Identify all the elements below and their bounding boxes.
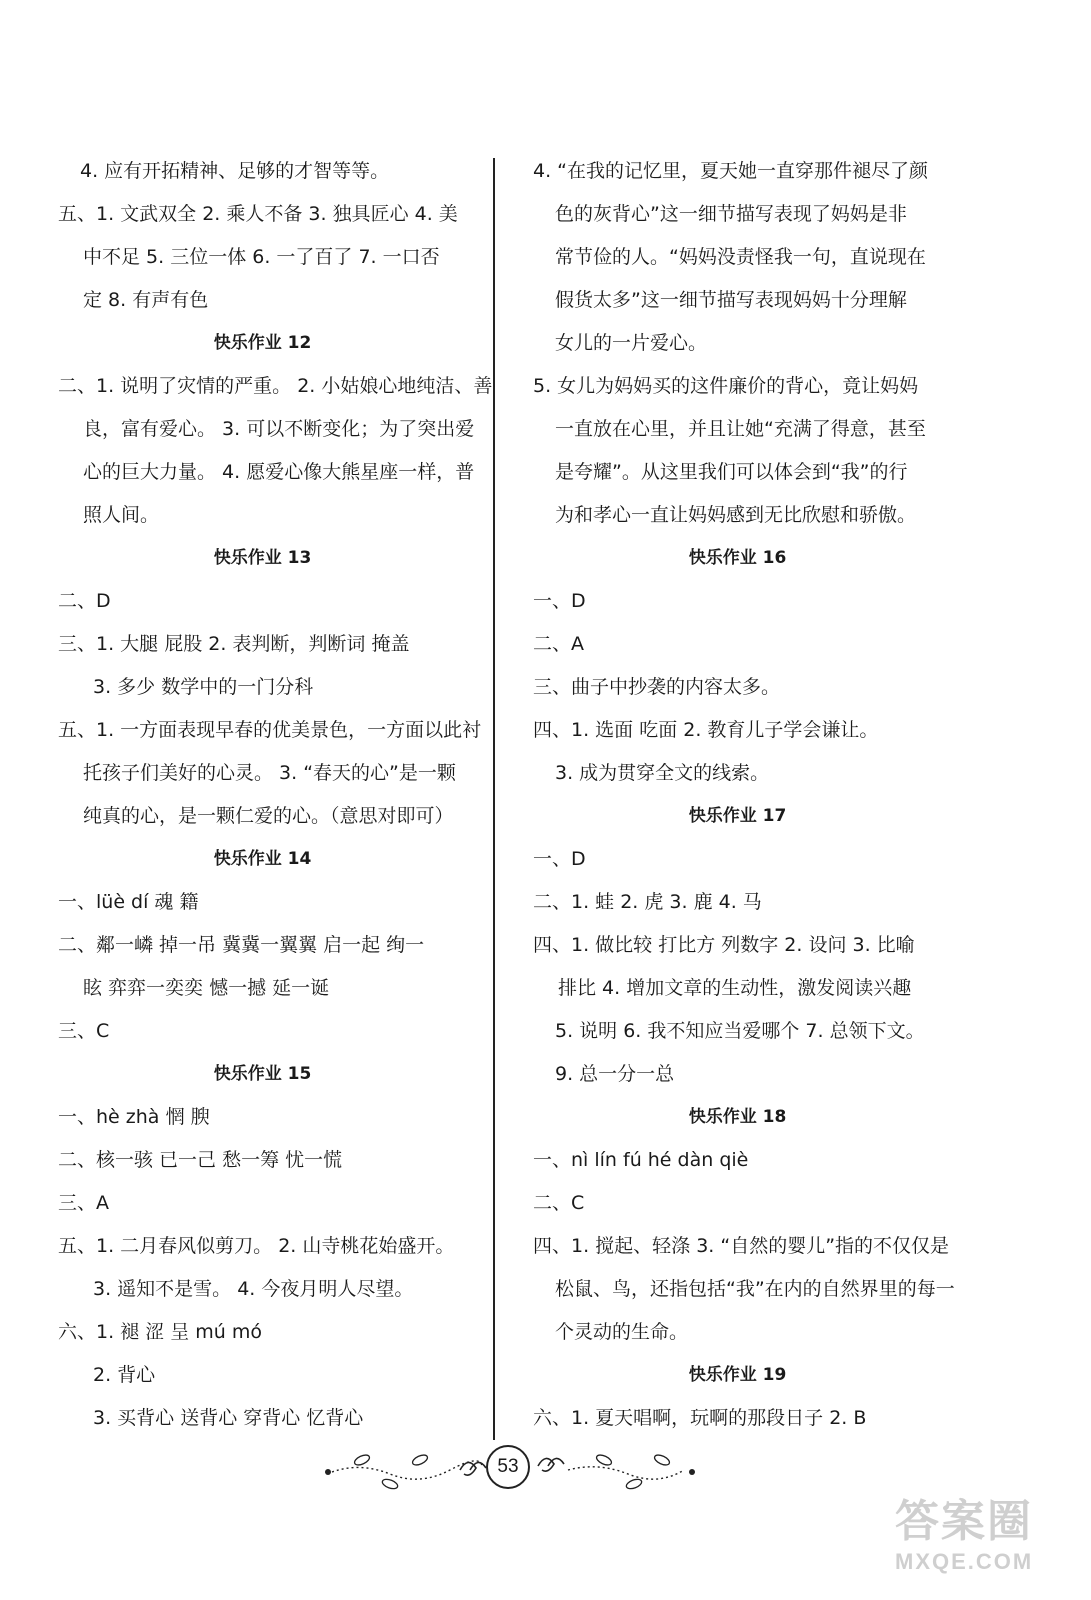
section-heading: 快乐作业 13 (213, 548, 312, 568)
answer-line: 三、曲子中抄袭的内容太多。 (533, 676, 781, 698)
answer-line: 三、C (58, 1020, 110, 1042)
answer-line: 四、1. 搅起、轻涤 3. “自然的婴儿”指的不仅仅是 (533, 1235, 950, 1257)
answer-line: 排比 4. 增加文章的生动性，激发阅读兴趣 (558, 977, 912, 999)
answer-line: 9. 总一分一总 (555, 1063, 675, 1085)
answer-line: 良，富有爱心。 3. 可以不断变化；为了突出爱 (83, 418, 475, 440)
answer-line: 三、A (58, 1192, 109, 1214)
answer-line: 一、lüè dí 魂 籍 (58, 891, 199, 913)
left-vine-ornament-icon (320, 1440, 490, 1500)
answer-line: 二、A (533, 633, 584, 655)
answer-line: 2. 背心 (93, 1364, 156, 1386)
answer-line: 为和孝心一直让妈妈感到无比欣慰和骄傲。 (555, 504, 917, 526)
answer-line: 二、核一骇 已一己 愁一筹 忧一慌 (58, 1149, 343, 1171)
answer-line: 五、1. 文武双全 2. 乘人不备 3. 独具匠心 4. 美 (58, 203, 458, 225)
answer-line: 一、D (533, 590, 586, 612)
answer-line: 五、1. 二月春风似剪刀。 2. 山寺桃花始盛开。 (58, 1235, 455, 1257)
answer-line: 4. “在我的记忆里，夏天她一直穿那件褪尽了颜 (533, 160, 929, 182)
answer-line: 二、鄰一嶙 掉一吊 冀冀一翼翼 启一起 绚一 (58, 934, 425, 956)
answer-line: 5. 女儿为妈妈买的这件廉价的背心，竟让妈妈 (533, 375, 919, 397)
right-column (515, 150, 960, 1440)
answer-line: 4. 应有开拓精神、足够的才智等等。 (80, 160, 390, 182)
answer-line: 二、D (58, 590, 111, 612)
answer-line: 一、hè zhà 惘 腴 (58, 1106, 210, 1128)
answer-line: 心的巨大力量。 4. 愿爱心像大熊星座一样，普 (83, 461, 475, 483)
answer-line: 一、D (533, 848, 586, 870)
left-column (40, 150, 493, 1440)
answer-line: 3. 遥知不是雪。 4. 今夜月明人尽望。 (93, 1278, 414, 1300)
answer-line: 个灵动的生命。 (555, 1321, 689, 1343)
answer-line: 照人间。 (83, 504, 160, 526)
answer-line: 中不足 5. 三位一体 6. 一了百了 7. 一口否 (83, 246, 440, 268)
answer-line: 5. 说明 6. 我不知应当爱哪个 7. 总领下文。 (555, 1020, 925, 1042)
answer-line: 常节俭的人。“妈妈没责怪我一句，直说现在 (555, 246, 926, 268)
answer-line: 托孩子们美好的心灵。 3. “春天的心”是一颗 (83, 762, 456, 784)
page-footer (320, 1440, 720, 1510)
answer-line: 二、C (533, 1192, 585, 1214)
answer-line: 3. 买背心 送背心 穿背心 忆背心 (93, 1407, 364, 1429)
answer-line: 纯真的心，是一颗仁爱的心。（意思对即可） (83, 805, 454, 827)
answer-line: 定 8. 有声有色 (83, 289, 209, 311)
answer-line: 四、1. 选面 吃面 2. 教育儿子学会谦让。 (533, 719, 879, 741)
watermark-logo-text: 答案圈 (895, 1497, 1033, 1546)
watermark (895, 1485, 1085, 1595)
answer-line: 3. 多少 数学中的一门分科 (93, 676, 314, 698)
section-heading: 快乐作业 14 (213, 849, 312, 869)
answer-line: 一、nì lín fú hé dàn qiè (533, 1149, 749, 1171)
section-heading: 快乐作业 18 (688, 1107, 787, 1127)
answer-line: 眩 弈弈一奕奕 憾一撼 延一诞 (83, 977, 330, 999)
right-vine-ornament-icon (534, 1440, 704, 1500)
watermark-url: MXQE.COM (895, 1549, 1034, 1574)
answer-line: 六、1. 褪 涩 呈 mú mó (58, 1321, 263, 1343)
section-heading: 快乐作业 19 (688, 1365, 787, 1385)
answer-line: 二、1. 蛙 2. 虎 3. 鹿 4. 马 (533, 891, 762, 913)
section-heading: 快乐作业 15 (213, 1064, 312, 1084)
answer-line: 六、1. 夏天唱啊，玩啊的那段日子 2. B (533, 1407, 867, 1429)
answer-line: 色的灰背心”这一细节描写表现了妈妈是非 (555, 203, 907, 225)
answer-line: 一直放在心里，并且让她“充满了得意，甚至 (555, 418, 926, 440)
answer-line: 女儿的一片爱心。 (555, 332, 708, 354)
page-number: 53 (486, 1445, 530, 1489)
section-heading: 快乐作业 16 (688, 548, 787, 568)
answer-line: 松鼠、鸟，还指包括“我”在内的自然界里的每一 (555, 1278, 955, 1300)
section-heading: 快乐作业 17 (688, 806, 787, 826)
answer-line: 三、1. 大腿 屁股 2. 表判断，判断词 掩盖 (58, 633, 410, 655)
answer-line: 二、1. 说明了灾情的严重。 2. 小姑娘心地纯洁、善 (58, 375, 493, 397)
section-heading: 快乐作业 12 (213, 333, 312, 353)
answer-line: 四、1. 做比较 打比方 列数字 2. 设问 3. 比喻 (533, 934, 915, 956)
answer-line: 3. 成为贯穿全文的线索。 (555, 762, 770, 784)
answer-line: 五、1. 一方面表现早春的优美景色，一方面以此衬 (58, 719, 482, 741)
column-divider (493, 158, 495, 1440)
answer-line: 是夸耀”。从这里我们可以体会到“我”的行 (555, 461, 908, 483)
answer-line: 假货太多”这一细节描写表现妈妈十分理解 (555, 289, 907, 311)
